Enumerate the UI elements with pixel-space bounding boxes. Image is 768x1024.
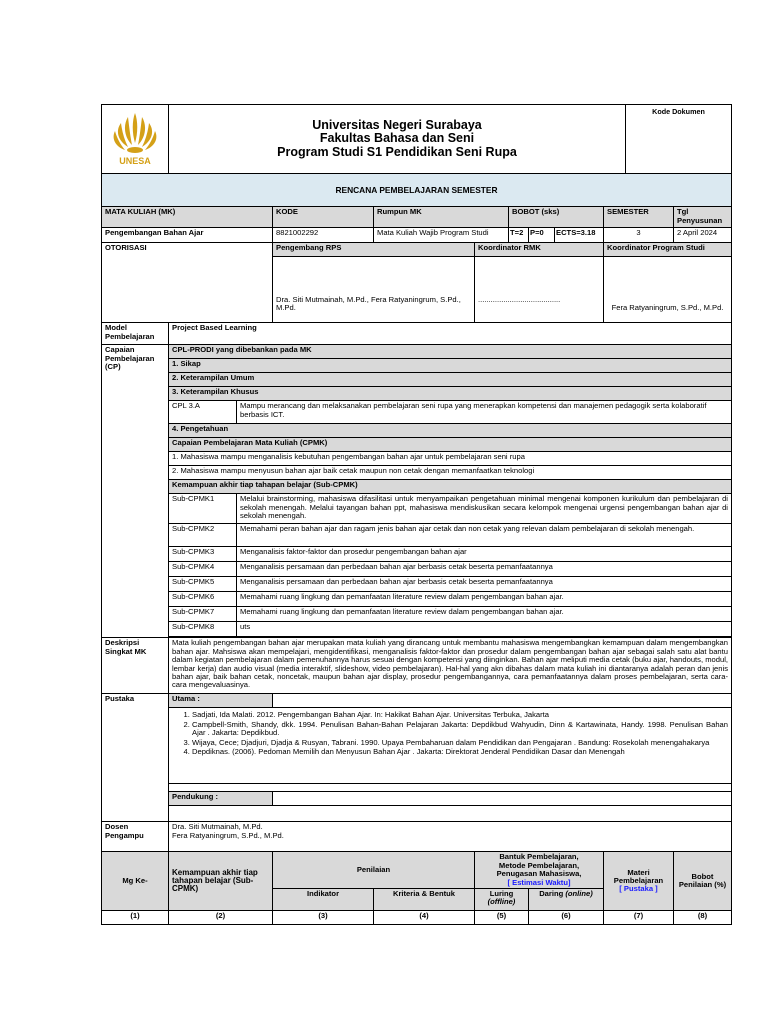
koordinator-rmk-header: Koordinator RMK	[475, 243, 604, 257]
materi-line: Materi Pembelajaran	[613, 867, 664, 886]
subcpmk-code: Sub-CPMK6	[169, 592, 237, 607]
sikap-title: 1. Sikap	[169, 359, 732, 373]
daring-header	[529, 889, 604, 911]
koordinator-prodi-header: Koordinator Program Studi	[604, 243, 732, 257]
cpmk-item: 2. Mahasiswa mampu menyusun bahan ajar baik cetak maupun non cetak dengan memanfaatkan teknologi	[169, 466, 732, 480]
semester-header: SEMESTER	[604, 207, 674, 228]
subcpmk-text: Menganalisis persamaan dan perbedaan bahan ajar berbasis cetak beserta pemanfaatannya	[237, 577, 732, 592]
pustaka-item: 2. Campbell-Smith, Shandy, dkk. 1994. Penulisan Bahan-Bahan Pelajaran Jakarta: Depdikbud Wahyudin, Dinn & Kartawinata, Handy. 1998. Penulisan Bahan Ajar . Jakarta: Depdikbud.	[192, 721, 728, 738]
keterampilan-umum-title: 2. Keterampilan Umum	[169, 373, 732, 387]
dosen-label: Dosen Pengampu	[102, 822, 169, 852]
bobot-t: T=2	[509, 228, 529, 243]
pengetahuan-title: 4. Pengetahuan	[169, 424, 732, 438]
university-name: Universitas Negeri Surabaya	[312, 117, 482, 132]
subcpmk-code: Sub-CPMK4	[169, 562, 237, 577]
pustaka-item: 4. Depdiknas. (2006). Pedoman Memilih dan Menyusun Bahan Ajar . Jakarta: Direktorat Jenderal Pendidikan Dasar dan Menengah	[192, 748, 728, 756]
luring-header	[475, 889, 529, 911]
otorisasi-label: OTORISASI	[102, 243, 273, 323]
deskripsi-label: Deskripsi Singkat MK	[102, 638, 169, 694]
bobot-p: P=0	[529, 228, 555, 243]
cpl-text: Mampu merancang dan melaksanakan pembelajaran seni rupa yang menerapkan kompetensi dan manajemen pedagogik serta kolaboratif berbasis ICT.	[237, 401, 732, 424]
course-name: Pengembangan Bahan Ajar	[102, 228, 273, 243]
subcpmk-code: Sub-CPMK2	[169, 524, 237, 547]
rps-title: RENCANA PEMBELAJARAN SEMESTER	[102, 174, 732, 207]
unesa-logo-icon	[106, 107, 164, 169]
bobot-header: BOBOT (sks)	[509, 207, 604, 228]
kode-dokumen: Kode Dokumen	[626, 105, 732, 174]
pengembang-value: Dra. Siti Mutmainah, M.Pd., Fera Ratyaningrum, S.Pd., M.Pd.	[273, 257, 475, 323]
materi-header	[604, 852, 674, 911]
bantuk-line: Bantuk Pembelajaran,	[499, 852, 579, 862]
col-number: (2)	[169, 911, 273, 925]
subcpmk-text: Menganalisis persamaan dan perbedaan bahan ajar berbasis cetak beserta pemanfaatannya	[237, 562, 732, 577]
deskripsi-text: Mata kuliah pengembangan bahan ajar merupakan mata kuliah yang dirancang untuk membantu mahasiswa mengembangkan kemampuan dalam mengembangkan bahan ajar. Mahsiswa akan mempelajari, mengidentifikasi, menganalisis faktor-faktor dan prosedur dalam pengembangan bahan ajar sebagai salah satu alat bantu dalam kegiatan pembelajaran dalam pemenuhannya harus sesuai dengan kompetensi yang diinginkan. Bahan ajar meliputi media cetak (buku ajar, handouts, modul, lembar kerja) dan audio visual (media interaktif, slideshow, video pembelajaran). Hal-hal yang akn dibahas dalam mata kuliah ini diantaranya adalah peran dan jenis bahan ajar, baik bahan cetak, noncetak, maupun bahan ajar display, prosedur pengembangannya, cara pemanfaatannya dalam proses pembelajaran, serta cara-cara mengevaluasinya.	[169, 638, 732, 694]
col-number: (6)	[529, 911, 604, 925]
kemampuan-header: Kemampuan akhir tiap tahapan belajar (Sub-CPMK)	[169, 852, 273, 911]
header-title	[169, 105, 626, 174]
subcpmk-text: Memahami ruang lingkung dan pemanfaatan literature review dalam pengembangan bahan ajar.	[237, 592, 732, 607]
cpl-prodi-title: CPL-PRODI yang dibebankan pada MK	[169, 345, 732, 359]
course-code: 8821002292	[273, 228, 374, 243]
subcpmk-code: Sub-CPMK1	[169, 494, 237, 524]
bantuk-line: [ Estimasi Waktu]	[507, 877, 571, 887]
subcpmk-code: Sub-CPMK3	[169, 547, 237, 562]
cpmk-item: 1. Mahasiswa mampu menganalisis kebutuhan pengembangan bahan ajar untuk pembelajaran seni rupa	[169, 452, 732, 466]
rps-document	[101, 104, 731, 925]
cp-label: Capaian Pembelajaran (CP)	[102, 345, 169, 638]
kriteria-header: Kriteria & Bentuk	[374, 889, 475, 911]
subcpmk-code: Sub-CPMK5	[169, 577, 237, 592]
cpl-code: CPL 3.A	[169, 401, 237, 424]
pustaka-utama-list	[169, 708, 732, 784]
subcpmk-text: Menganalisis faktor-faktor dan prosedur pengembangan bahan ajar	[237, 547, 732, 562]
mg-header: Mg Ke-	[102, 852, 169, 911]
bobot-penilaian-header: Bobot Penilaian (%)	[674, 852, 732, 911]
course-rumpun: Mata Kuliah Wajib Program Studi	[374, 228, 509, 243]
subcpmk-code: Sub-CPMK7	[169, 607, 237, 622]
koordinator-prodi-value: Fera Ratyaningrum, S.Pd., M.Pd.	[604, 257, 732, 323]
model-value: Project Based Learning	[169, 323, 732, 345]
subcpmk-text: Memahami peran bahan ajar dan ragam jenis bahan ajar cetak dan non cetak yang relevan dalam pembelajaran di sekolah menengah.	[237, 524, 732, 547]
model-label: Model Pembelajaran	[102, 323, 169, 345]
col-number: (5)	[475, 911, 529, 925]
indikator-header: Indikator	[273, 889, 374, 911]
pendukung-label: Pendukung :	[169, 792, 273, 806]
pengembang-header: Pengembang RPS	[273, 243, 475, 257]
luring-label: Luring	[489, 889, 514, 899]
utama-label: Utama :	[169, 694, 273, 708]
dosen-name: Fera Ratyaningrum, S.Pd., M.Pd.	[172, 830, 284, 840]
dosen-name: Dra. Siti Mutmainah, M.Pd.	[172, 822, 263, 832]
subcpmk-code: Sub-CPMK8	[169, 622, 237, 637]
program-name: Program Studi S1 Pendidikan Seni Rupa	[277, 144, 517, 159]
subcpmk-text: Melalui brainstorming, mahasiswa difasilitasi untuk menyampaikan pengetahuan minimal mengenai komponen kurikulum dan pembelajaran di sekolah menengah. Melalui tayangan bahan ppt, mahasiswa mendiskusikan secara kelompok mengenai urgensi pengembangan bahan ajar di sekolah menengah.	[237, 494, 732, 524]
subcpmk-text: uts	[237, 622, 732, 637]
pustaka-item: 1. Sadjati, Ida Malati. 2012. Pengembangan Bahan Ajar. In: Hakikat Bahan Ajar. Universitas Terbuka, Jakarta	[192, 711, 728, 719]
pustaka-label: Pustaka	[102, 694, 169, 822]
luring-sub: (offline)	[487, 897, 516, 907]
course-semester: 3	[604, 228, 674, 243]
faculty-name: Fakultas Bahasa dan Seni	[319, 131, 475, 146]
svg-text:UNESA: UNESA	[119, 156, 151, 166]
cpmk-title: Capaian Pembelajaran Mata Kuliah (CPMK)	[169, 438, 732, 452]
logo-cell	[102, 105, 169, 174]
col-number: (3)	[273, 911, 374, 925]
col-number: (1)	[102, 911, 169, 925]
daring-sub: (online)	[565, 889, 593, 899]
rumpun-header: Rumpun MK	[374, 207, 509, 228]
bantuk-line: Penugasan Mahasiswa,	[496, 869, 582, 879]
bobot-ects: ECTS=3.18	[555, 228, 604, 243]
penilaian-header: Penilaian	[273, 852, 475, 889]
subcpmk-text: Memahami ruang lingkung dan pemanfaatan literature review dalam pengembangan bahan ajar.	[237, 607, 732, 622]
keterampilan-khusus-title: 3. Keterampilan Khusus	[169, 387, 732, 401]
col-number: (4)	[374, 911, 475, 925]
daring-label: Daring	[539, 889, 564, 899]
mk-header: MATA KULIAH (MK)	[102, 207, 273, 228]
col-number: (7)	[604, 911, 674, 925]
col-number: (8)	[674, 911, 732, 925]
bantuk-header	[475, 852, 604, 889]
bantuk-line: Metode Pembelajaran,	[498, 860, 580, 870]
materi-line: [ Pustaka ]	[619, 884, 658, 894]
tgl-header: Tgl Penyusunan	[674, 207, 732, 228]
rps-table	[101, 104, 732, 925]
pustaka-item: 3. Wijaya, Cece; Djadjuri, Djadja & Rusyan, Tabrani. 1990. Upaya Pembaharuan dalam Pendidikan dan Pengajaran . Bandung: Rosekolah menengahakarya	[192, 739, 728, 747]
subcpmk-title: Kemampuan akhir tiap tahapan belajar (Sub-CPMK)	[169, 480, 732, 494]
koordinator-rmk-value: .......................................	[475, 257, 604, 323]
kode-header: KODE	[273, 207, 374, 228]
dosen-names	[169, 822, 732, 852]
course-tgl: 2 April 2024	[674, 228, 732, 243]
